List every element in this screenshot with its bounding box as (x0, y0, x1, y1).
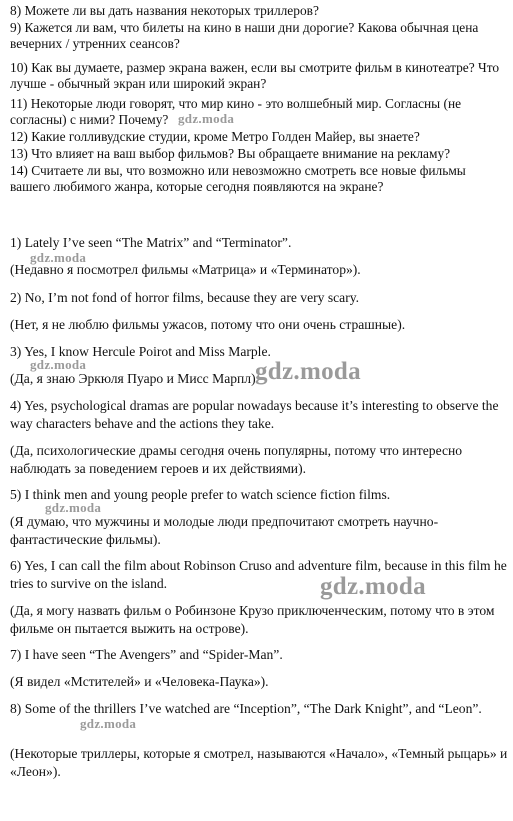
question-14: 14) Считаете ли вы, что возможно или невозможно смотреть все новые фильмы вашего любимого жанра, которые сегодня появляются на экране? (10, 163, 466, 195)
answer-6-en: 6) Yes, I can call the film about Robinson Cruso and adventure film, because in this film he tries to survive on the island. (10, 558, 507, 591)
watermark: gdz.moda (255, 358, 361, 385)
watermark: gdz.moda (30, 250, 87, 265)
answer-3-ru: (Да, я знаю Эркюля Пуаро и Мисс Марпл). (10, 371, 260, 386)
answer-6-ru: (Да, я могу назвать фильм о Робинзоне Крузо приключенческим, потому что в этом фильме он пытается выжить на острове). (10, 603, 495, 636)
question-11: 11) Некоторые люди говорят, что мир кино - это волшебный мир. Согласны (не согласны) с ними? Почему? (10, 96, 462, 128)
question-8: 8) Можете ли вы дать названия некоторых триллеров? (10, 3, 319, 18)
question-13: 13) Что влияет на ваш выбор фильмов? Вы обращаете внимание на рекламу? (10, 146, 451, 161)
watermark: gdz.moda (80, 716, 137, 731)
question-12: 12) Какие голливудские студии, кроме Метро Голден Майер, вы знаете? (10, 129, 420, 144)
answer-5-ru: (Я думаю, что мужчины и молодые люди предпочитают смотреть научно-фантастические фильмы). (10, 514, 439, 547)
answer-8-en: 8) Some of the thrillers I’ve watched are “Inception”, “The Dark Knight”, and “Leon”. (10, 701, 482, 716)
answer-5-en: 5) I think men and young people prefer to watch science fiction films. (10, 487, 391, 502)
answer-3-en: 3) Yes, I know Hercule Poirot and Miss Marple. (10, 344, 271, 359)
answer-2-en: 2) No, I’m not fond of horror films, because they are very scary. (10, 290, 360, 305)
watermark: gdz.moda (45, 500, 102, 515)
answer-8-ru: (Некоторые триллеры, которые я смотрел, называются «Начало», «Темный рыцарь» и «Леон»). (10, 746, 508, 779)
answer-1-ru: (Недавно я посмотрел фильмы «Матрица» и «Терминатор»). (10, 262, 361, 277)
watermark: gdz.moda (320, 573, 426, 600)
watermark: gdz.moda (178, 111, 235, 126)
question-10: 10) Как вы думаете, размер экрана важен, если вы смотрите фильм в кинотеатре? Что лучше - обычный экран или широкий экран? (10, 60, 500, 92)
answer-7-en: 7) I have seen “The Avengers” and “Spider-Man”. (10, 647, 283, 662)
answer-2-ru: (Нет, я не люблю фильмы ужасов, потому что они очень страшные). (10, 317, 406, 332)
question-9: 9) Кажется ли вам, что билеты на кино в наши дни дорогие? Какова обычная цена вечерних / утренних сеансов? (10, 20, 479, 52)
answer-4-en: 4) Yes, psychological dramas are popular nowadays because it’s interesting to observe the way characters behave and the actions they take. (10, 398, 499, 431)
watermark: gdz.moda (30, 357, 87, 372)
answer-4-ru: (Да, психологические драмы сегодня очень популярны, потому что интересно наблюдать за поведением героев и их действиями). (10, 443, 463, 476)
answer-7-ru: (Я видел «Мстителей» и «Человека-Паука»). (10, 674, 269, 689)
answer-1-en: 1) Lately I’ve seen “The Matrix” and “Terminator”. (10, 235, 292, 250)
